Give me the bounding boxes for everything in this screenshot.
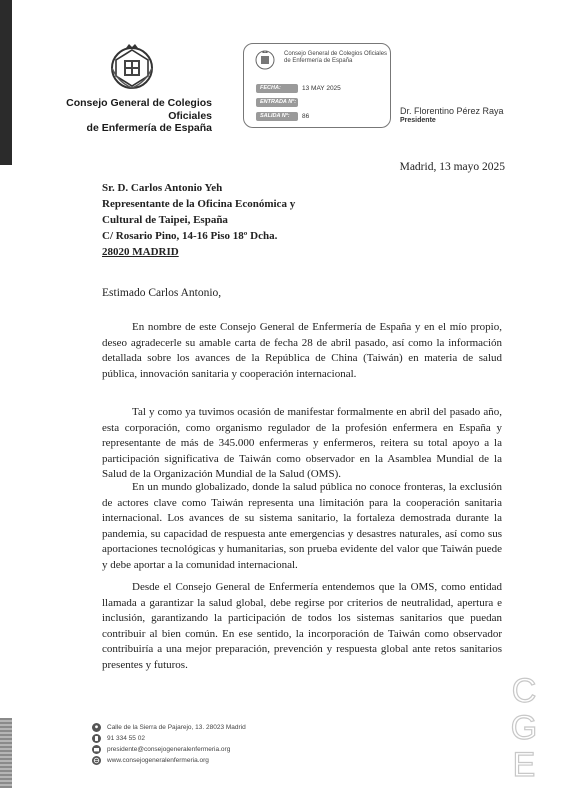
watermark-letter: G	[510, 709, 538, 747]
stamp-crest-icon	[254, 48, 276, 70]
footer-email[interactable]: presidente@consejogeneralenfermeria.org	[107, 746, 231, 753]
addressee-line: Cultural de Taipei, España	[102, 214, 228, 226]
body-paragraph-2: Tal y como ya tuvimos ocasión de manifestar formalmente en abril del pasado año, esta corporación, como organismo regulador de la profesión enfermera en España y representante de más de 345.000 enfermeras y enfermeros, reitera su total apoyo a la participación significativa de Taiwán como observador en la Asamblea Mundial de la Salud de la Organización Mundial de la Salud (OMS).	[102, 406, 502, 480]
cge-watermark	[502, 670, 546, 782]
phone-icon	[92, 734, 101, 743]
addressee-line: Representante de la Oficina Económica y	[102, 198, 296, 210]
stamp-value: 13 MAY 2025	[302, 85, 341, 92]
footer-website[interactable]: www.consejogeneralenfermeria.org	[107, 757, 209, 764]
footer-phone: 91 334 55 02	[107, 735, 145, 742]
stamp-title-line1: Consejo General de Colegios Oficiales	[284, 51, 388, 57]
stamp-title-line2: de Enfermería de España	[284, 58, 353, 64]
email-icon	[92, 745, 101, 754]
registry-stamp	[243, 43, 391, 128]
org-name-line2: de Enfermería de España	[86, 122, 212, 134]
letter-date: Madrid, 13 mayo 2025	[399, 161, 505, 173]
footer-web-row	[92, 755, 246, 766]
addressee-line: C/ Rosario Pino, 14-16 Piso 18º Dcha.	[102, 230, 278, 242]
president-name: Dr. Florentino Pérez Raya	[400, 106, 504, 116]
president-title: Presidente	[400, 117, 436, 124]
footer-email-row	[92, 744, 246, 755]
salutation: Estimado Carlos Antonio,	[102, 287, 222, 299]
globe-icon	[92, 756, 101, 765]
crest-logo-icon	[108, 42, 156, 90]
watermark-letter: E	[512, 746, 536, 782]
scan-margin-bar-bottom	[0, 718, 12, 788]
stamp-label: FECHA:	[256, 84, 298, 93]
stamp-value: 86	[302, 113, 310, 120]
stamp-label: ENTRADA Nº:	[256, 98, 298, 107]
addressee-block	[102, 180, 295, 260]
scan-margin-bar	[0, 0, 12, 165]
body-paragraph-3: En un mundo globalizado, donde la salud pública no conoce fronteras, la exclusión de actores clave como Taiwán representa una limitación para la cooperación sanitaria internacional. Los avances de su sistema sanitario, la fortaleza demostrada durante la pandemia, su capacidad de respuesta ante emergencias y desastres naturales, así como sus aportaciones tecnológicas y humanitarias, son prueba evidente del valor que Taiwán puede y debe aportar a la comunidad internacional.	[102, 481, 502, 571]
organization-name	[52, 97, 212, 135]
watermark-letter: C	[511, 672, 537, 710]
footer-contact	[92, 722, 246, 766]
footer-address-row	[92, 722, 246, 733]
location-icon	[92, 723, 101, 732]
body-paragraph-1: En nombre de este Consejo General de Enfermería de España y en el mío propio, deseo agradecerle su amable carta de fecha 28 de abril pasado, así como la información detallada sobre los avances de la República de China (Taiwán) en materia de salud pública, innovación sanitaria y cooperación internacional.	[102, 321, 502, 380]
body-paragraph-4: Desde el Consejo General de Enfermería entendemos que la OMS, como entidad llamada a garantizar la salud global, debe regirse por criterios de neutralidad, apertura e inclusión, garantizando la participación de todos los sistemas sanitarios que puedan contribuir al bien común. En ese sentido, la incorporación de Taiwán como observador contribuiría a una mejor preparación, prevención y respuesta global ante retos sanitarios presentes y futuros.	[102, 581, 502, 671]
addressee-line: Sr. D. Carlos Antonio Yeh	[102, 182, 223, 194]
addressee-postal-code: 28020 MADRID	[102, 246, 179, 258]
org-name-line1: Consejo General de Colegios Oficiales	[66, 97, 212, 122]
footer-phone-row	[92, 733, 246, 744]
stamp-label: SALIDA Nº:	[256, 112, 298, 121]
stamp-title	[284, 51, 388, 65]
footer-address: Calle de la Sierra de Pajarejo, 13. 28023 Madrid	[107, 724, 246, 731]
